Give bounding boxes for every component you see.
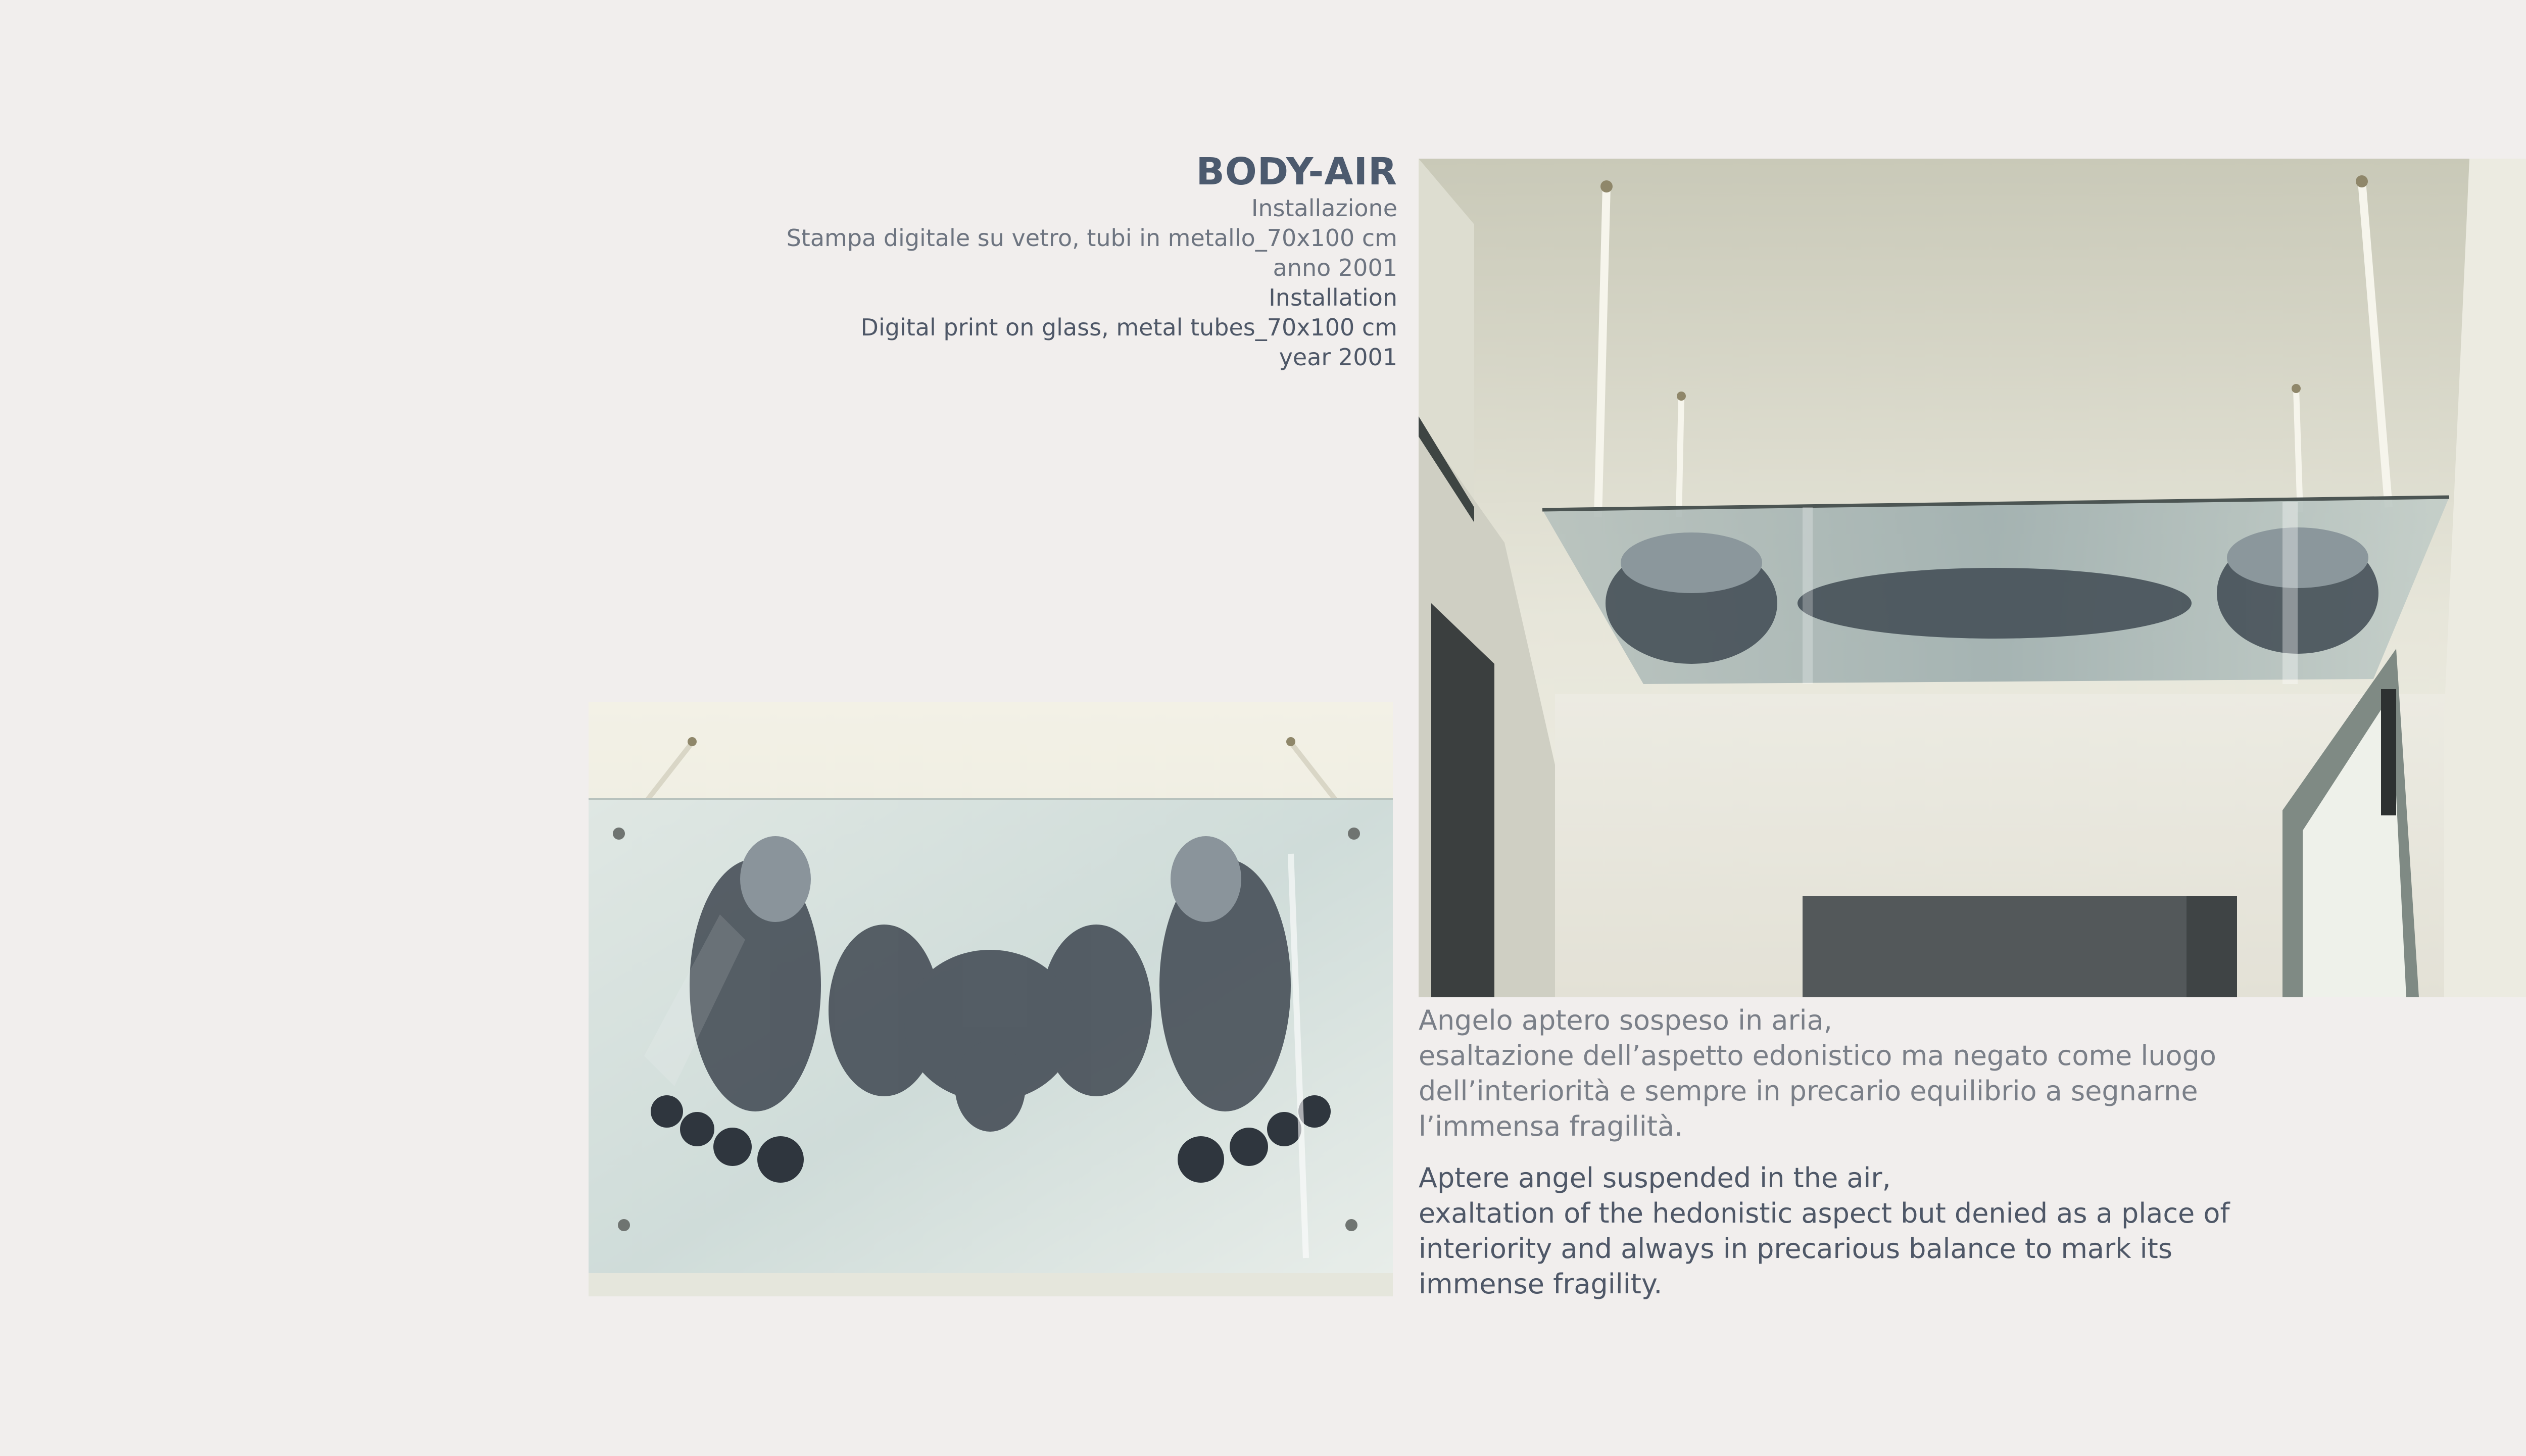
- materials-it: Stampa digitale su vetro, tubi in metallo_70x100 cm: [786, 224, 1397, 252]
- materials-en: Digital print on glass, metal tubes_70x100 cm: [860, 314, 1397, 342]
- description-it-line: l’immensa fragilità.: [1419, 1110, 1683, 1142]
- installation-photo-room: [1419, 159, 2526, 997]
- type-it: Installazione: [1251, 195, 1397, 222]
- artwork-title: BODY-AIR: [1196, 150, 1397, 193]
- description-it-line: esaltazione dell’aspetto edonistico ma negato come luogo: [1419, 1040, 2216, 1072]
- type-en: Installation: [1269, 284, 1397, 312]
- artwork-caption: [539, 152, 1397, 372]
- description-it-line: dell’interiorità e sempre in precario equilibrio a segnarne: [1419, 1075, 2198, 1107]
- description-en-line: immense fragility.: [1419, 1268, 1663, 1300]
- description-it-line: Angelo aptero sospeso in aria,: [1419, 1004, 1832, 1036]
- description-en-line: exaltation of the hedonistic aspect but denied as a place of: [1419, 1197, 2230, 1229]
- description-italian: [1419, 1003, 2277, 1144]
- description-english: [1419, 1160, 2277, 1302]
- description-en-line: interiority and always in precarious balance to mark its: [1419, 1233, 2172, 1265]
- installation-photo-underside: [589, 702, 1393, 1296]
- year-it: anno 2001: [1273, 254, 1397, 282]
- year-en: year 2001: [1279, 344, 1397, 371]
- description-en-line: Aptere angel suspended in the air,: [1419, 1162, 1891, 1194]
